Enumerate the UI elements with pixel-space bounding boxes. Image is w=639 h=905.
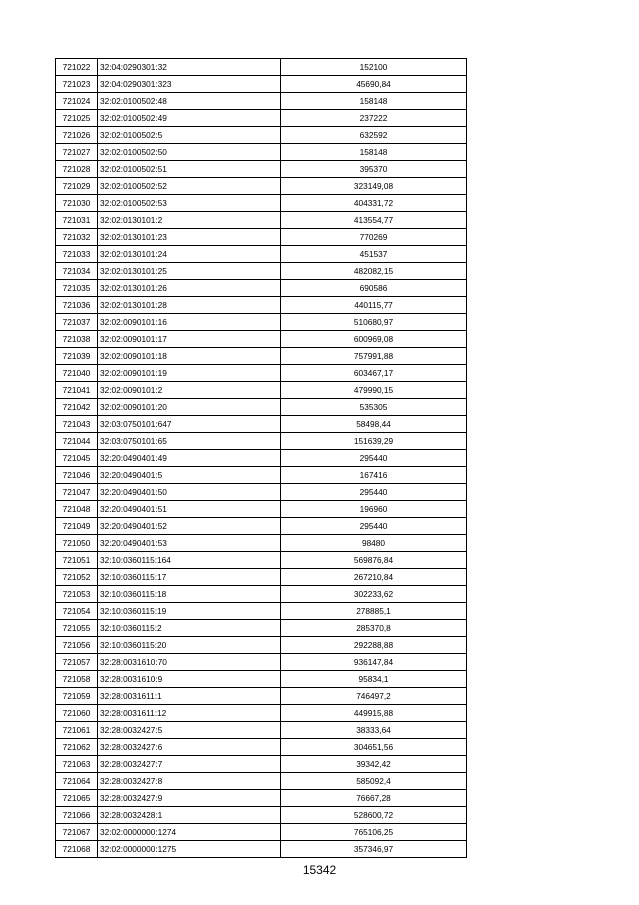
value-cell: 295440 [281, 484, 467, 501]
value-cell: 304651,56 [281, 739, 467, 756]
cadastral-number-cell: 32:02:0090101:17 [98, 331, 281, 348]
table-row [56, 280, 467, 297]
table-row [56, 688, 467, 705]
row-number-cell: 721032 [56, 229, 98, 246]
table-row [56, 654, 467, 671]
table-row [56, 705, 467, 722]
value-cell: 936147,84 [281, 654, 467, 671]
table-row [56, 127, 467, 144]
row-number-cell: 721059 [56, 688, 98, 705]
value-cell: 451537 [281, 246, 467, 263]
value-cell: 295440 [281, 518, 467, 535]
table-row [56, 144, 467, 161]
value-cell: 510680,97 [281, 314, 467, 331]
row-number-cell: 721039 [56, 348, 98, 365]
value-cell: 302233,62 [281, 586, 467, 603]
value-cell: 158148 [281, 93, 467, 110]
row-number-cell: 721060 [56, 705, 98, 722]
table-row [56, 297, 467, 314]
table-row [56, 348, 467, 365]
row-number-cell: 721056 [56, 637, 98, 654]
cadastral-number-cell: 32:02:0090101:2 [98, 382, 281, 399]
table-row [56, 110, 467, 127]
cadastral-number-cell: 32:10:0360115:19 [98, 603, 281, 620]
cadastral-number-cell: 32:02:0100502:53 [98, 195, 281, 212]
row-number-cell: 721054 [56, 603, 98, 620]
row-number-cell: 721047 [56, 484, 98, 501]
value-cell: 449915,88 [281, 705, 467, 722]
row-number-cell: 721028 [56, 161, 98, 178]
table-row [56, 603, 467, 620]
table-row [56, 212, 467, 229]
row-number-cell: 721023 [56, 76, 98, 93]
row-number-cell: 721061 [56, 722, 98, 739]
table-row [56, 518, 467, 535]
table-row [56, 382, 467, 399]
value-cell: 167416 [281, 467, 467, 484]
table-row [56, 569, 467, 586]
value-cell: 285370,8 [281, 620, 467, 637]
value-cell: 278885,1 [281, 603, 467, 620]
cadastral-number-cell: 32:10:0360115:2 [98, 620, 281, 637]
row-number-cell: 721041 [56, 382, 98, 399]
row-number-cell: 721035 [56, 280, 98, 297]
row-number-cell: 721027 [56, 144, 98, 161]
row-number-cell: 721057 [56, 654, 98, 671]
cadastral-number-cell: 32:02:0130101:26 [98, 280, 281, 297]
table-row [56, 790, 467, 807]
table-row [56, 637, 467, 654]
cadastral-number-cell: 32:02:0100502:49 [98, 110, 281, 127]
cadastral-number-cell: 32:28:0032427:9 [98, 790, 281, 807]
row-number-cell: 721064 [56, 773, 98, 790]
cadastral-number-cell: 32:02:0100502:50 [98, 144, 281, 161]
value-cell: 292288,88 [281, 637, 467, 654]
value-cell: 267210,84 [281, 569, 467, 586]
value-cell: 440115,77 [281, 297, 467, 314]
cadastral-number-cell: 32:04:0290301:32 [98, 59, 281, 76]
table-row [56, 467, 467, 484]
value-cell: 95834,1 [281, 671, 467, 688]
value-cell: 479990,15 [281, 382, 467, 399]
value-cell: 770269 [281, 229, 467, 246]
cadastral-number-cell: 32:28:0032427:7 [98, 756, 281, 773]
table-row [56, 552, 467, 569]
row-number-cell: 721051 [56, 552, 98, 569]
row-number-cell: 721058 [56, 671, 98, 688]
value-cell: 765106,25 [281, 824, 467, 841]
cadastral-number-cell: 32:02:0000000:1275 [98, 841, 281, 858]
table-row [56, 722, 467, 739]
row-number-cell: 721048 [56, 501, 98, 518]
value-cell: 404331,72 [281, 195, 467, 212]
row-number-cell: 721066 [56, 807, 98, 824]
value-cell: 158148 [281, 144, 467, 161]
table-row [56, 399, 467, 416]
value-cell: 58498,44 [281, 416, 467, 433]
cadastral-number-cell: 32:02:0130101:28 [98, 297, 281, 314]
cadastral-number-cell: 32:02:0100502:51 [98, 161, 281, 178]
cadastral-number-cell: 32:02:0130101:23 [98, 229, 281, 246]
value-cell: 295440 [281, 450, 467, 467]
row-number-cell: 721050 [56, 535, 98, 552]
table-row [56, 620, 467, 637]
cadastral-number-cell: 32:02:0100502:48 [98, 93, 281, 110]
value-cell: 757991,88 [281, 348, 467, 365]
cadastral-number-cell: 32:10:0360115:164 [98, 552, 281, 569]
row-number-cell: 721068 [56, 841, 98, 858]
cadastral-number-cell: 32:28:0032428:1 [98, 807, 281, 824]
value-cell: 395370 [281, 161, 467, 178]
table-row [56, 314, 467, 331]
cadastral-number-cell: 32:20:0490401:52 [98, 518, 281, 535]
row-number-cell: 721044 [56, 433, 98, 450]
table-row [56, 450, 467, 467]
cadastral-number-cell: 32:10:0360115:20 [98, 637, 281, 654]
cadastral-number-cell: 32:20:0490401:50 [98, 484, 281, 501]
row-number-cell: 721037 [56, 314, 98, 331]
cadastral-number-cell: 32:03:0750101:647 [98, 416, 281, 433]
table-row [56, 433, 467, 450]
row-number-cell: 721026 [56, 127, 98, 144]
value-cell: 482082,15 [281, 263, 467, 280]
row-number-cell: 721046 [56, 467, 98, 484]
value-cell: 151639,29 [281, 433, 467, 450]
cadastral-value-table [55, 58, 467, 858]
row-number-cell: 721052 [56, 569, 98, 586]
value-cell: 603467,17 [281, 365, 467, 382]
value-cell: 45690,84 [281, 76, 467, 93]
cadastral-number-cell: 32:28:0032427:6 [98, 739, 281, 756]
value-cell: 569876,84 [281, 552, 467, 569]
cadastral-number-cell: 32:02:0000000:1274 [98, 824, 281, 841]
table-row [56, 671, 467, 688]
cadastral-number-cell: 32:20:0490401:53 [98, 535, 281, 552]
cadastral-number-cell: 32:02:0130101:25 [98, 263, 281, 280]
table-row [56, 416, 467, 433]
table-row [56, 739, 467, 756]
row-number-cell: 721053 [56, 586, 98, 603]
value-cell: 196960 [281, 501, 467, 518]
cadastral-number-cell: 32:28:0031610:9 [98, 671, 281, 688]
table-row [56, 178, 467, 195]
value-cell: 746497,2 [281, 688, 467, 705]
row-number-cell: 721025 [56, 110, 98, 127]
table-row [56, 229, 467, 246]
value-cell: 76667,28 [281, 790, 467, 807]
cadastral-number-cell: 32:02:0090101:16 [98, 314, 281, 331]
value-cell: 357346,97 [281, 841, 467, 858]
cadastral-number-cell: 32:28:0032427:8 [98, 773, 281, 790]
table-row [56, 841, 467, 858]
cadastral-number-cell: 32:02:0100502:52 [98, 178, 281, 195]
cadastral-number-cell: 32:02:0100502:5 [98, 127, 281, 144]
value-cell: 323149,08 [281, 178, 467, 195]
value-cell: 413554,77 [281, 212, 467, 229]
row-number-cell: 721065 [56, 790, 98, 807]
cadastral-number-cell: 32:28:0032427:5 [98, 722, 281, 739]
cadastral-number-cell: 32:20:0490401:5 [98, 467, 281, 484]
table-row [56, 93, 467, 110]
cadastral-number-cell: 32:02:0130101:2 [98, 212, 281, 229]
cadastral-number-cell: 32:28:0031610:70 [98, 654, 281, 671]
table-row [56, 756, 467, 773]
table-row [56, 195, 467, 212]
table-row [56, 807, 467, 824]
row-number-cell: 721034 [56, 263, 98, 280]
row-number-cell: 721030 [56, 195, 98, 212]
value-cell: 585092,4 [281, 773, 467, 790]
table-row [56, 331, 467, 348]
cadastral-number-cell: 32:20:0490401:49 [98, 450, 281, 467]
row-number-cell: 721042 [56, 399, 98, 416]
table-row [56, 246, 467, 263]
table-row [56, 535, 467, 552]
value-cell: 152100 [281, 59, 467, 76]
cadastral-number-cell: 32:04:0290301:323 [98, 76, 281, 93]
row-number-cell: 721067 [56, 824, 98, 841]
table-row [56, 773, 467, 790]
cadastral-number-cell: 32:02:0090101:19 [98, 365, 281, 382]
value-cell: 528600,72 [281, 807, 467, 824]
value-cell: 632592 [281, 127, 467, 144]
table-row [56, 161, 467, 178]
cadastral-number-cell: 32:03:0750101:65 [98, 433, 281, 450]
row-number-cell: 721045 [56, 450, 98, 467]
row-number-cell: 721036 [56, 297, 98, 314]
row-number-cell: 721040 [56, 365, 98, 382]
table-row [56, 501, 467, 518]
cadastral-number-cell: 32:02:0130101:24 [98, 246, 281, 263]
table-row [56, 76, 467, 93]
row-number-cell: 721033 [56, 246, 98, 263]
table-row [56, 263, 467, 280]
table-row [56, 586, 467, 603]
value-cell: 600969,08 [281, 331, 467, 348]
row-number-cell: 721029 [56, 178, 98, 195]
value-cell: 237222 [281, 110, 467, 127]
value-cell: 98480 [281, 535, 467, 552]
row-number-cell: 721055 [56, 620, 98, 637]
table-row [56, 365, 467, 382]
row-number-cell: 721043 [56, 416, 98, 433]
cadastral-number-cell: 32:10:0360115:18 [98, 586, 281, 603]
cadastral-number-cell: 32:02:0090101:20 [98, 399, 281, 416]
row-number-cell: 721031 [56, 212, 98, 229]
value-cell: 535305 [281, 399, 467, 416]
table-body [56, 59, 467, 858]
value-cell: 690586 [281, 280, 467, 297]
cadastral-number-cell: 32:02:0090101:18 [98, 348, 281, 365]
table-row [56, 824, 467, 841]
row-number-cell: 721049 [56, 518, 98, 535]
row-number-cell: 721022 [56, 59, 98, 76]
cadastral-number-cell: 32:28:0031611:1 [98, 688, 281, 705]
cadastral-number-cell: 32:28:0031611:12 [98, 705, 281, 722]
row-number-cell: 721062 [56, 739, 98, 756]
value-cell: 39342,42 [281, 756, 467, 773]
cadastral-number-cell: 32:10:0360115:17 [98, 569, 281, 586]
table-row [56, 484, 467, 501]
row-number-cell: 721063 [56, 756, 98, 773]
cadastral-number-cell: 32:20:0490401:51 [98, 501, 281, 518]
row-number-cell: 721024 [56, 93, 98, 110]
row-number-cell: 721038 [56, 331, 98, 348]
value-cell: 38333,64 [281, 722, 467, 739]
page-number: 15342 [302, 863, 337, 877]
table-row [56, 59, 467, 76]
